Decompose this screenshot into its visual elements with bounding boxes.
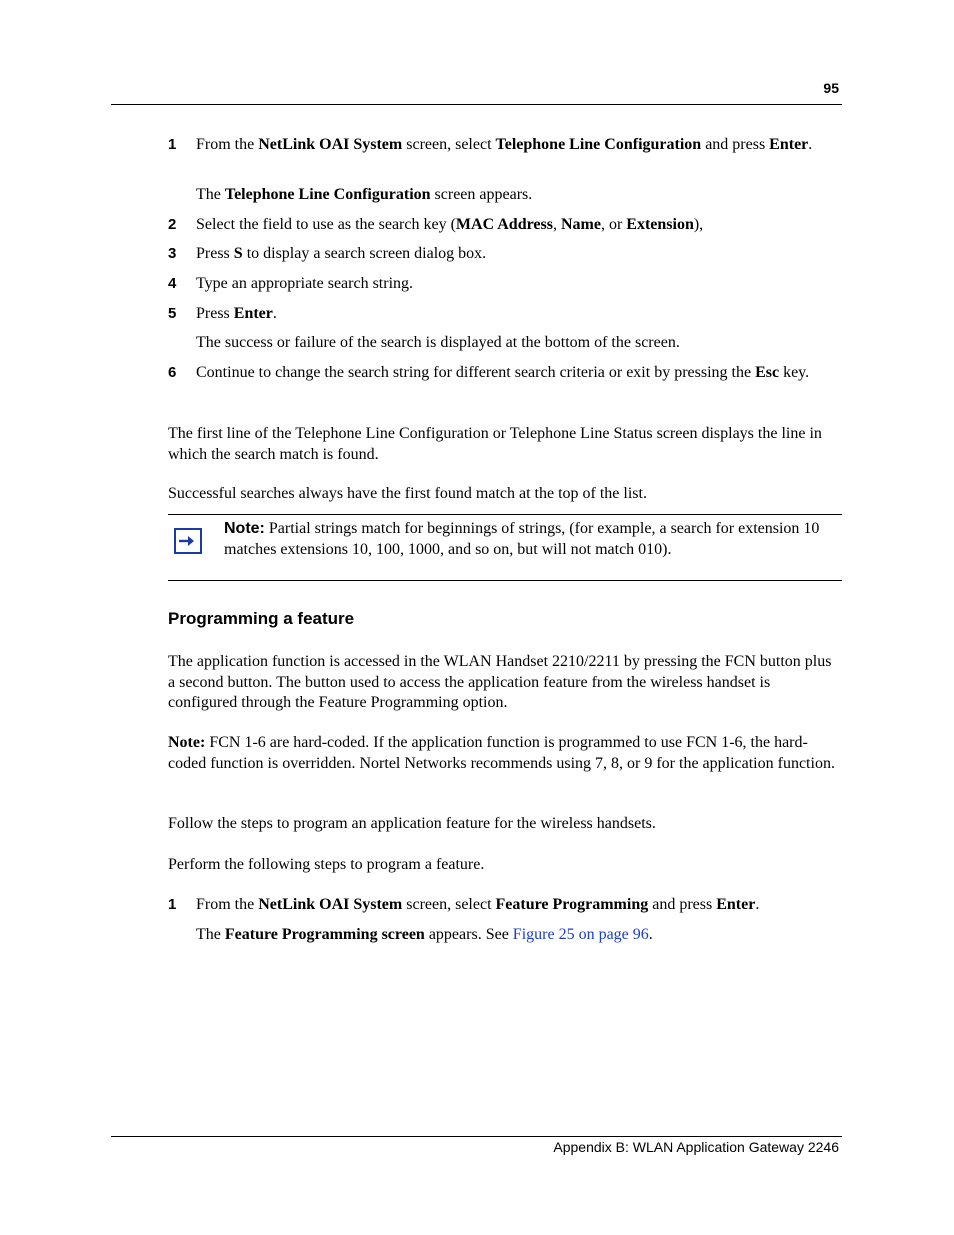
step-number: 6	[168, 364, 177, 381]
note-body: Partial strings match for beginnings of strings, (for example, a search for extension 10 matches extensions 10, 100, 1000, and so on, but will not match 010).	[224, 520, 820, 558]
step-text: Type an appropriate search string.	[196, 275, 414, 292]
result-text: appears. See	[424, 926, 513, 943]
step-bold: Enter	[233, 305, 273, 322]
paragraph-note-fcn	[168, 733, 840, 774]
step-6	[168, 363, 838, 383]
step-number: 3	[168, 245, 177, 262]
note-body: FCN 1-6 are hard-coded. If the application function is programmed to use FCN 1-6, the hard-coded function is overridden. Nortel Networks recommends using 7, 8, or 9 for the application function.	[168, 734, 835, 772]
step-text: , or	[600, 216, 627, 233]
step-bold: Telephone Line Configuration	[495, 136, 702, 153]
step-text: key.	[779, 364, 810, 381]
paragraph-follow-steps: Follow the steps to program an application feature for the wireless handsets.	[168, 815, 656, 832]
step-number: 5	[168, 305, 177, 322]
step-text: and press	[648, 896, 717, 913]
step-text: From the	[196, 136, 259, 153]
result-bold: Telephone Line Configuration	[224, 186, 431, 203]
result-text: The	[196, 926, 225, 943]
step-1	[168, 135, 838, 155]
step-text: Select the field to use as the search key (	[196, 216, 456, 233]
step-text: and press	[701, 136, 770, 153]
step-text: .	[272, 305, 277, 322]
result-text: .	[648, 926, 653, 943]
note-bottom-rule	[168, 580, 842, 581]
step-3	[168, 244, 838, 264]
result-bold: Feature Programming screen	[224, 926, 425, 943]
page-number: 95	[823, 80, 839, 96]
feature-step-1-result	[196, 925, 836, 945]
step-bold: MAC Address	[455, 216, 553, 233]
step-number: 1	[168, 136, 177, 153]
step-bold: NetLink OAI System	[258, 136, 403, 153]
step-text: .	[808, 136, 813, 153]
step-number: 1	[168, 896, 177, 913]
result-text: The	[196, 186, 225, 203]
footer-rule	[111, 1136, 842, 1137]
step-bold: Extension	[626, 216, 694, 233]
step-5-result: The success or failure of the search is displayed at the bottom of the screen.	[196, 334, 680, 351]
step-text: screen, select	[402, 136, 496, 153]
step-text: screen, select	[402, 896, 496, 913]
step-bold: S	[233, 245, 243, 262]
step-text: Press	[196, 245, 234, 262]
paragraph-perform-steps: Perform the following steps to program a feature.	[168, 856, 485, 873]
step-text: to display a search screen dialog box.	[242, 245, 487, 262]
step-bold: Feature Programming	[495, 896, 649, 913]
result-text: screen appears.	[430, 186, 533, 203]
note-label: Note:	[224, 520, 265, 537]
step-number: 2	[168, 216, 177, 233]
footer-text: Appendix B: WLAN Application Gateway 2246	[553, 1139, 839, 1155]
step-text: .	[755, 896, 760, 913]
step-bold: NetLink OAI System	[258, 896, 403, 913]
step-text: Press	[196, 305, 234, 322]
note-text	[224, 519, 838, 560]
paragraph-successful-searches: Successful searches always have the first found match at the top of the list.	[168, 485, 647, 502]
step-4	[168, 274, 838, 294]
step-text: ,	[552, 216, 561, 233]
step-text: From the	[196, 896, 259, 913]
step-bold: Esc	[755, 364, 780, 381]
step-bold: Enter	[769, 136, 809, 153]
note-label: Note:	[168, 734, 206, 751]
arrow-right-icon	[174, 528, 202, 554]
step-2	[168, 215, 838, 235]
paragraph-first-line: The first line of the Telephone Line Configuration or Telephone Line Status screen displays the line in which the search match is found.	[168, 425, 822, 463]
step-text: Continue to change the search string for different search criteria or exit by pressing the	[196, 364, 756, 381]
step-1-result	[196, 185, 836, 205]
step-number: 4	[168, 275, 177, 292]
step-bold: Enter	[716, 896, 756, 913]
note-top-rule	[168, 514, 842, 515]
step-5	[168, 304, 838, 324]
paragraph-application-function: The application function is accessed in the WLAN Handset 2210/2211 by pressing the FCN button plus a second button. The button used to access the application feature from the wireless handset is configured through the Feature Programming option.	[168, 653, 832, 711]
step-bold: Name	[560, 216, 601, 233]
step-text: ),	[693, 216, 704, 233]
header-rule	[111, 104, 842, 105]
figure-reference-link[interactable]: Figure 25 on page 96	[512, 926, 649, 943]
section-heading: Programming a feature	[168, 609, 355, 628]
feature-step-1	[168, 895, 838, 915]
